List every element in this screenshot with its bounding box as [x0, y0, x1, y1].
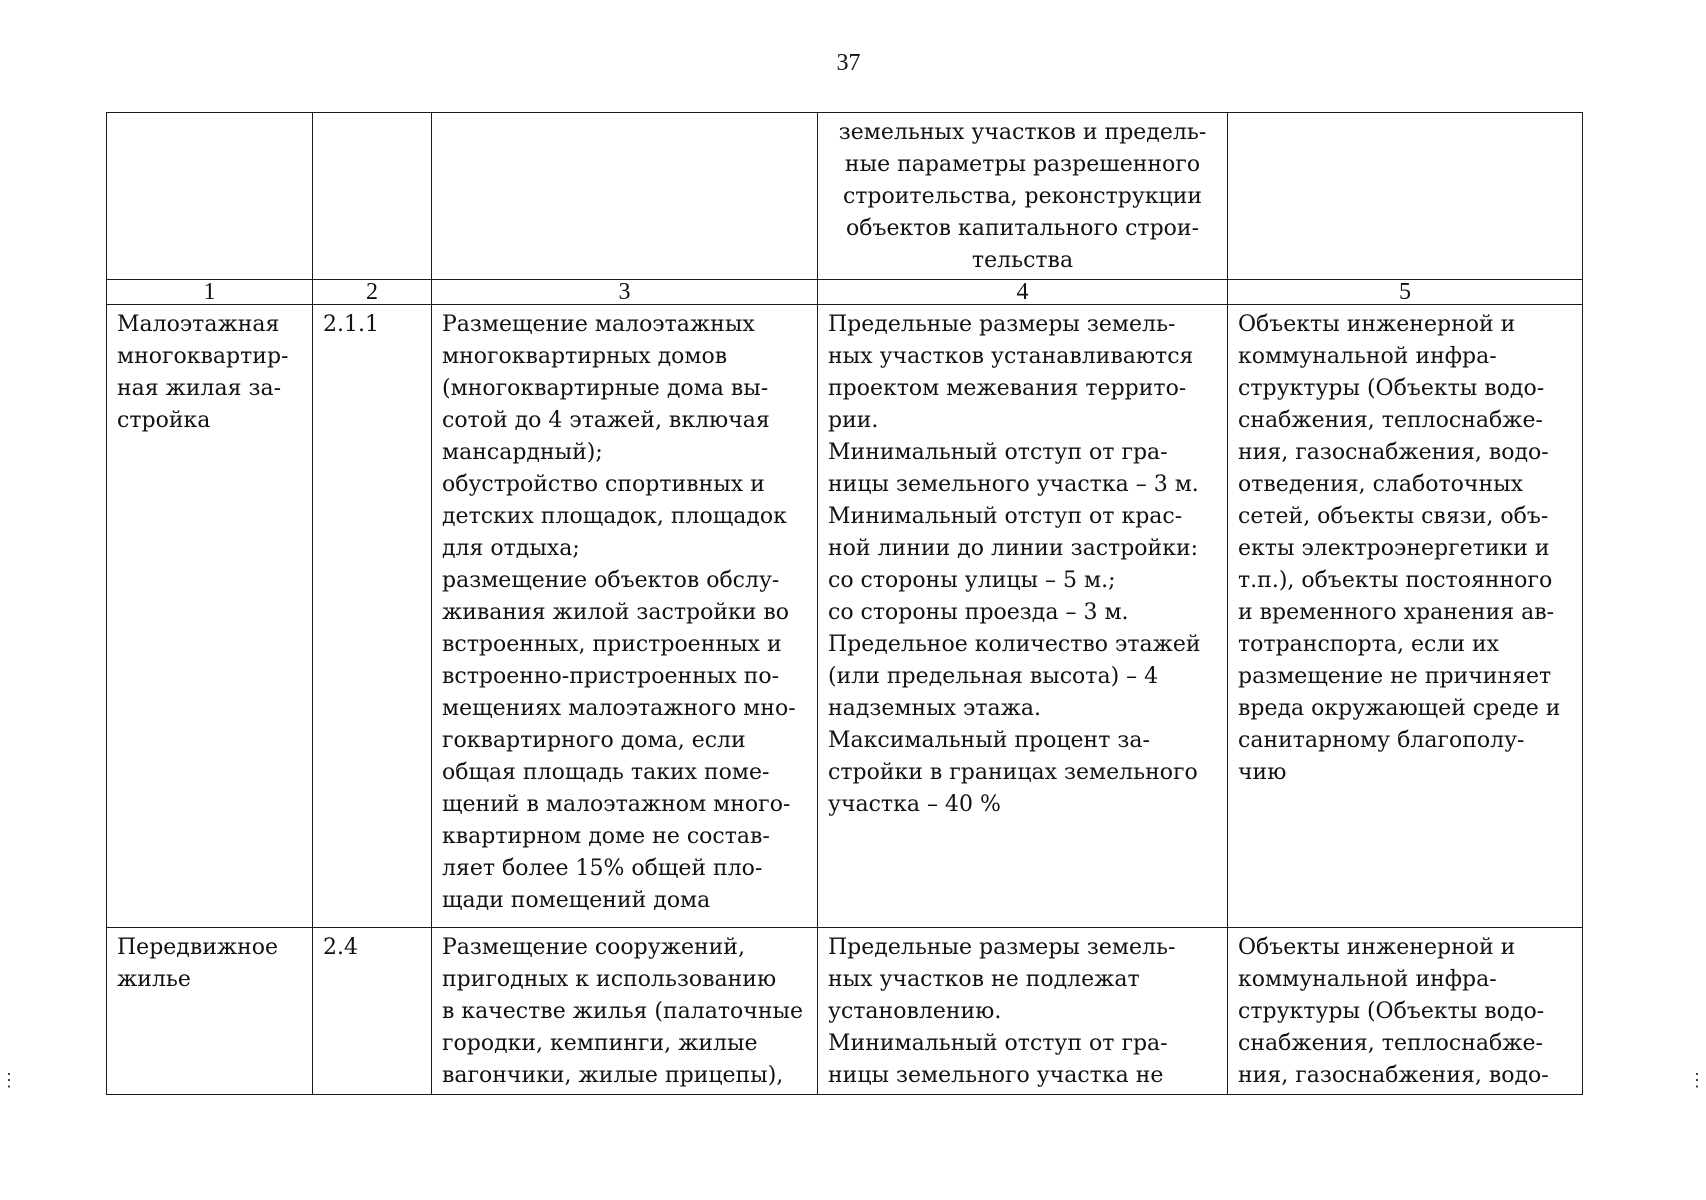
text-line: ной линии до линии застройки:: [828, 536, 1199, 561]
text-line: Передвижное: [117, 935, 279, 960]
text-line: отведения, слаботочных: [1238, 472, 1524, 497]
land-use-code: 2.1.1: [313, 305, 432, 928]
text-line: Минимальный отступ от гра-: [828, 440, 1168, 465]
header-text-line: объектов капитального строи-: [845, 216, 1200, 241]
text-line: стройки в границах земельного: [828, 760, 1198, 785]
text-line: надземных этажа.: [828, 696, 1041, 721]
text-line: гоквартирного дома, если: [442, 728, 746, 753]
cell-col3-continued: [432, 113, 818, 280]
text-line: Минимальный отступ от крас-: [828, 504, 1183, 529]
land-use-name: [107, 305, 313, 928]
text-line: и временного хранения ав-: [1238, 600, 1555, 625]
cell-col5-continued: [1228, 113, 1583, 280]
text-line: детских площадок, площадок: [442, 504, 787, 529]
text-line: стройка: [117, 408, 211, 433]
text-line: многоквартирных домов: [442, 344, 728, 369]
text-line: ницы земельного участка – 3 м.: [828, 472, 1199, 497]
header-text-line: тельства: [971, 248, 1074, 273]
text-line: ляет более 15% общей пло-: [442, 856, 763, 881]
land-use-description: [432, 928, 818, 1095]
text-line: Предельное количество этажей: [828, 632, 1201, 657]
text-line: со стороны улицы – 5 м.;: [828, 568, 1116, 593]
text-line: установлению.: [828, 999, 1002, 1024]
column-number: 5: [1228, 280, 1583, 305]
text-line: Размещение малоэтажных: [442, 312, 755, 337]
text-line: сетей, объекты связи, объ-: [1238, 504, 1549, 529]
text-line: т.п.), объекты постоянного: [1238, 568, 1553, 593]
text-line: многоквартир-: [117, 344, 289, 369]
text-line: квартирном доме не состав-: [442, 824, 770, 849]
text-line: Минимальный отступ от гра-: [828, 1031, 1168, 1056]
text-line: вагончики, жилые прицепы),: [442, 1063, 784, 1088]
text-line: городки, кемпинги, жилые: [442, 1031, 758, 1056]
text-line: размещение объектов обслу-: [442, 568, 780, 593]
table-row: [107, 305, 1583, 928]
text-line: чию: [1238, 760, 1287, 785]
text-line: щади помещений дома: [442, 888, 711, 913]
text-line: щений в малоэтажном много-: [442, 792, 791, 817]
column-number: 2: [313, 280, 432, 305]
text-line: санитарному благополу-: [1238, 728, 1525, 753]
text-line: встроенных, пристроенных и: [442, 632, 782, 657]
text-line: (или предельная высота) – 4: [828, 664, 1159, 689]
header-text-line: ные параметры разрешенного: [844, 152, 1201, 177]
land-use-parameters: [818, 928, 1228, 1095]
text-line: мещениях малоэтажного мно-: [442, 696, 796, 721]
land-use-objects: [1228, 928, 1583, 1095]
text-line: жилье: [117, 967, 191, 992]
text-line: Предельные размеры земель-: [828, 935, 1176, 960]
text-line: снабжения, теплоснабже-: [1238, 1031, 1543, 1056]
text-line: Предельные размеры земель-: [828, 312, 1176, 337]
text-line: размещение не причиняет: [1238, 664, 1552, 689]
text-line: участка – 40 %: [828, 792, 1001, 817]
text-line: ницы земельного участка не: [828, 1063, 1164, 1088]
text-line: проектом межевания террито-: [828, 376, 1187, 401]
text-line: встроенно-пристроенных по-: [442, 664, 780, 689]
text-line: коммунальной инфра-: [1238, 967, 1497, 992]
land-use-table: [106, 112, 1583, 1095]
scan-edge-mark-left: ⋮: [0, 1070, 18, 1090]
text-line: пригодных к использованию: [442, 967, 777, 992]
land-use-name: [107, 928, 313, 1095]
text-line: общая площадь таких поме-: [442, 760, 770, 785]
text-line: для отдыха;: [442, 536, 580, 561]
text-line: в качестве жилья (палаточные: [442, 999, 804, 1024]
page-number: 37: [836, 50, 861, 76]
scan-edge-mark-right: ⋮: [1688, 1070, 1706, 1090]
text-line: рии.: [828, 408, 879, 433]
text-line: живания жилой застройки во: [442, 600, 790, 625]
text-line: Максимальный процент за-: [828, 728, 1150, 753]
land-use-code: 2.4: [313, 928, 432, 1095]
column-number: 1: [107, 280, 313, 305]
column-number: 4: [818, 280, 1228, 305]
header-text-line: земельных участков и предель-: [838, 120, 1207, 145]
text-line: ных участков не подлежат: [828, 967, 1140, 992]
text-line: екты электроэнергетики и: [1238, 536, 1550, 561]
text-line: вреда окружающей среде и: [1238, 696, 1561, 721]
text-line: (многоквартирные дома вы-: [442, 376, 769, 401]
text-line: ных участков устанавливаются: [828, 344, 1194, 369]
text-line: снабжения, теплоснабже-: [1238, 408, 1543, 433]
text-line: со стороны проезда – 3 м.: [828, 600, 1129, 625]
text-line: обустройство спортивных и: [442, 472, 765, 497]
header-text-line: строительства, реконструкции: [842, 184, 1203, 209]
text-line: сотой до 4 этажей, включая: [442, 408, 770, 433]
text-line: ния, газоснабжения, водо-: [1238, 440, 1549, 465]
text-line: мансардный);: [442, 440, 603, 465]
text-line: структуры (Объекты водо-: [1238, 999, 1545, 1024]
table-row: [107, 928, 1583, 1095]
text-line: Малоэтажная: [117, 312, 280, 337]
cell-col2-continued: [313, 113, 432, 280]
land-use-parameters: [818, 305, 1228, 928]
text-line: тотранспорта, если их: [1238, 632, 1500, 657]
text-line: структуры (Объекты водо-: [1238, 376, 1545, 401]
text-line: Объекты инженерной и: [1238, 312, 1516, 337]
text-line: коммунальной инфра-: [1238, 344, 1497, 369]
continued-header-row: [107, 113, 1583, 280]
text-line: ния, газоснабжения, водо-: [1238, 1063, 1549, 1088]
text-line: Объекты инженерной и: [1238, 935, 1516, 960]
land-use-description: [432, 305, 818, 928]
column-number-row: [107, 280, 1583, 305]
land-use-objects: [1228, 305, 1583, 928]
column-number: 3: [432, 280, 818, 305]
text-line: ная жилая за-: [117, 376, 282, 401]
text-line: Размещение сооружений,: [442, 935, 745, 960]
cell-col4-continued: [818, 113, 1228, 280]
cell-col1-continued: [107, 113, 313, 280]
